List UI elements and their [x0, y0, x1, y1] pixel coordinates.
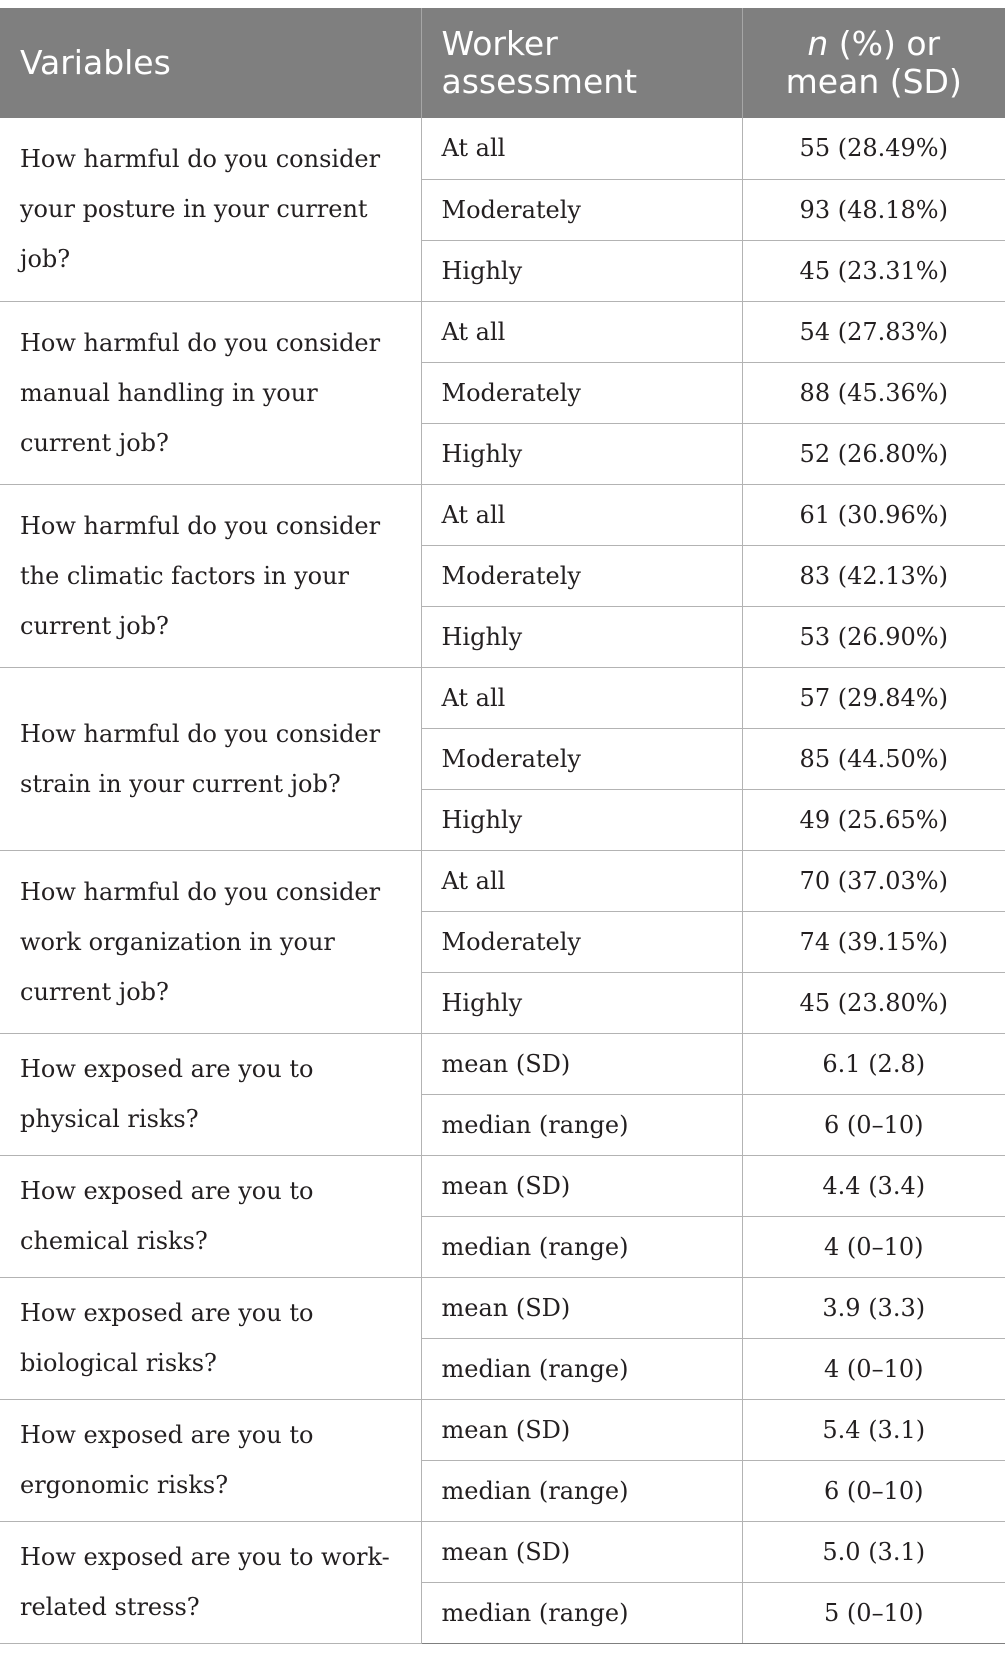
assessment-cell: At all: [421, 850, 742, 911]
value-cell: 45 (23.80%): [742, 972, 1005, 1033]
assessment-cell: Highly: [421, 240, 742, 301]
table-row: [0, 1155, 1005, 1216]
header-value: [742, 8, 1005, 118]
value-cell: 54 (27.83%): [742, 301, 1005, 362]
assessment-cell: Moderately: [421, 362, 742, 423]
assessment-cell: Highly: [421, 423, 742, 484]
assessment-cell: At all: [421, 301, 742, 362]
table-header: [0, 8, 1005, 118]
table-row: [0, 1033, 1005, 1094]
value-cell: 5 (0–10): [742, 1582, 1005, 1643]
value-cell: 70 (37.03%): [742, 850, 1005, 911]
value-cell: 74 (39.15%): [742, 911, 1005, 972]
question-cell: How exposed are you to ergonomic risks?: [0, 1399, 421, 1521]
value-cell: 6 (0–10): [742, 1460, 1005, 1521]
value-cell: 88 (45.36%): [742, 362, 1005, 423]
value-cell: 6.1 (2.8): [742, 1033, 1005, 1094]
value-cell: 49 (25.65%): [742, 789, 1005, 850]
assessment-cell: mean (SD): [421, 1521, 742, 1582]
table-row: [0, 301, 1005, 362]
value-cell: 4 (0–10): [742, 1338, 1005, 1399]
value-cell: 85 (44.50%): [742, 728, 1005, 789]
header-variables: Variables: [0, 8, 421, 118]
assessment-cell: Highly: [421, 789, 742, 850]
value-cell: 3.9 (3.3): [742, 1277, 1005, 1338]
value-cell: 83 (42.13%): [742, 545, 1005, 606]
assessment-cell: Moderately: [421, 728, 742, 789]
assessment-cell: At all: [421, 484, 742, 545]
value-cell: 5.0 (3.1): [742, 1521, 1005, 1582]
assessment-cell: mean (SD): [421, 1399, 742, 1460]
question-cell: How exposed are you to work-related stress?: [0, 1521, 421, 1643]
question-cell: How harmful do you consider the climatic factors in your current job?: [0, 484, 421, 667]
assessment-cell: Moderately: [421, 179, 742, 240]
table-row: [0, 1399, 1005, 1460]
question-cell: How harmful do you consider your posture in your current job?: [0, 118, 421, 301]
question-cell: How harmful do you consider work organization in your current job?: [0, 850, 421, 1033]
value-cell: 53 (26.90%): [742, 606, 1005, 667]
value-cell: 55 (28.49%): [742, 118, 1005, 179]
assessment-cell: mean (SD): [421, 1033, 742, 1094]
value-cell: 61 (30.96%): [742, 484, 1005, 545]
assessment-cell: mean (SD): [421, 1277, 742, 1338]
assessment-cell: median (range): [421, 1216, 742, 1277]
value-cell: 93 (48.18%): [742, 179, 1005, 240]
value-cell: 6 (0–10): [742, 1094, 1005, 1155]
assessment-cell: Highly: [421, 606, 742, 667]
assessment-cell: median (range): [421, 1582, 742, 1643]
results-table: [0, 8, 1005, 1644]
value-cell: 5.4 (3.1): [742, 1399, 1005, 1460]
table-row: [0, 118, 1005, 179]
question-cell: How harmful do you consider strain in your current job?: [0, 667, 421, 850]
assessment-cell: Highly: [421, 972, 742, 1033]
value-cell: 45 (23.31%): [742, 240, 1005, 301]
question-cell: How harmful do you consider manual handling in your current job?: [0, 301, 421, 484]
table-row: [0, 850, 1005, 911]
header-value-n: n: [807, 24, 829, 63]
assessment-cell: median (range): [421, 1460, 742, 1521]
table-body: [0, 118, 1005, 1643]
table-row: [0, 1277, 1005, 1338]
assessment-cell: median (range): [421, 1094, 742, 1155]
table-row: [0, 484, 1005, 545]
value-cell: 52 (26.80%): [742, 423, 1005, 484]
assessment-cell: median (range): [421, 1338, 742, 1399]
value-cell: 4 (0–10): [742, 1216, 1005, 1277]
assessment-cell: Moderately: [421, 545, 742, 606]
table-row: [0, 1521, 1005, 1582]
assessment-cell: mean (SD): [421, 1155, 742, 1216]
table-row: [0, 667, 1005, 728]
header-row: [0, 8, 1005, 118]
header-value-rest: (%) or mean (SD): [785, 24, 962, 101]
value-cell: 4.4 (3.4): [742, 1155, 1005, 1216]
value-cell: 57 (29.84%): [742, 667, 1005, 728]
assessment-cell: Moderately: [421, 911, 742, 972]
assessment-cell: At all: [421, 118, 742, 179]
question-cell: How exposed are you to physical risks?: [0, 1033, 421, 1155]
assessment-cell: At all: [421, 667, 742, 728]
question-cell: How exposed are you to chemical risks?: [0, 1155, 421, 1277]
question-cell: How exposed are you to biological risks?: [0, 1277, 421, 1399]
header-worker-assessment: Worker assessment: [421, 8, 742, 118]
